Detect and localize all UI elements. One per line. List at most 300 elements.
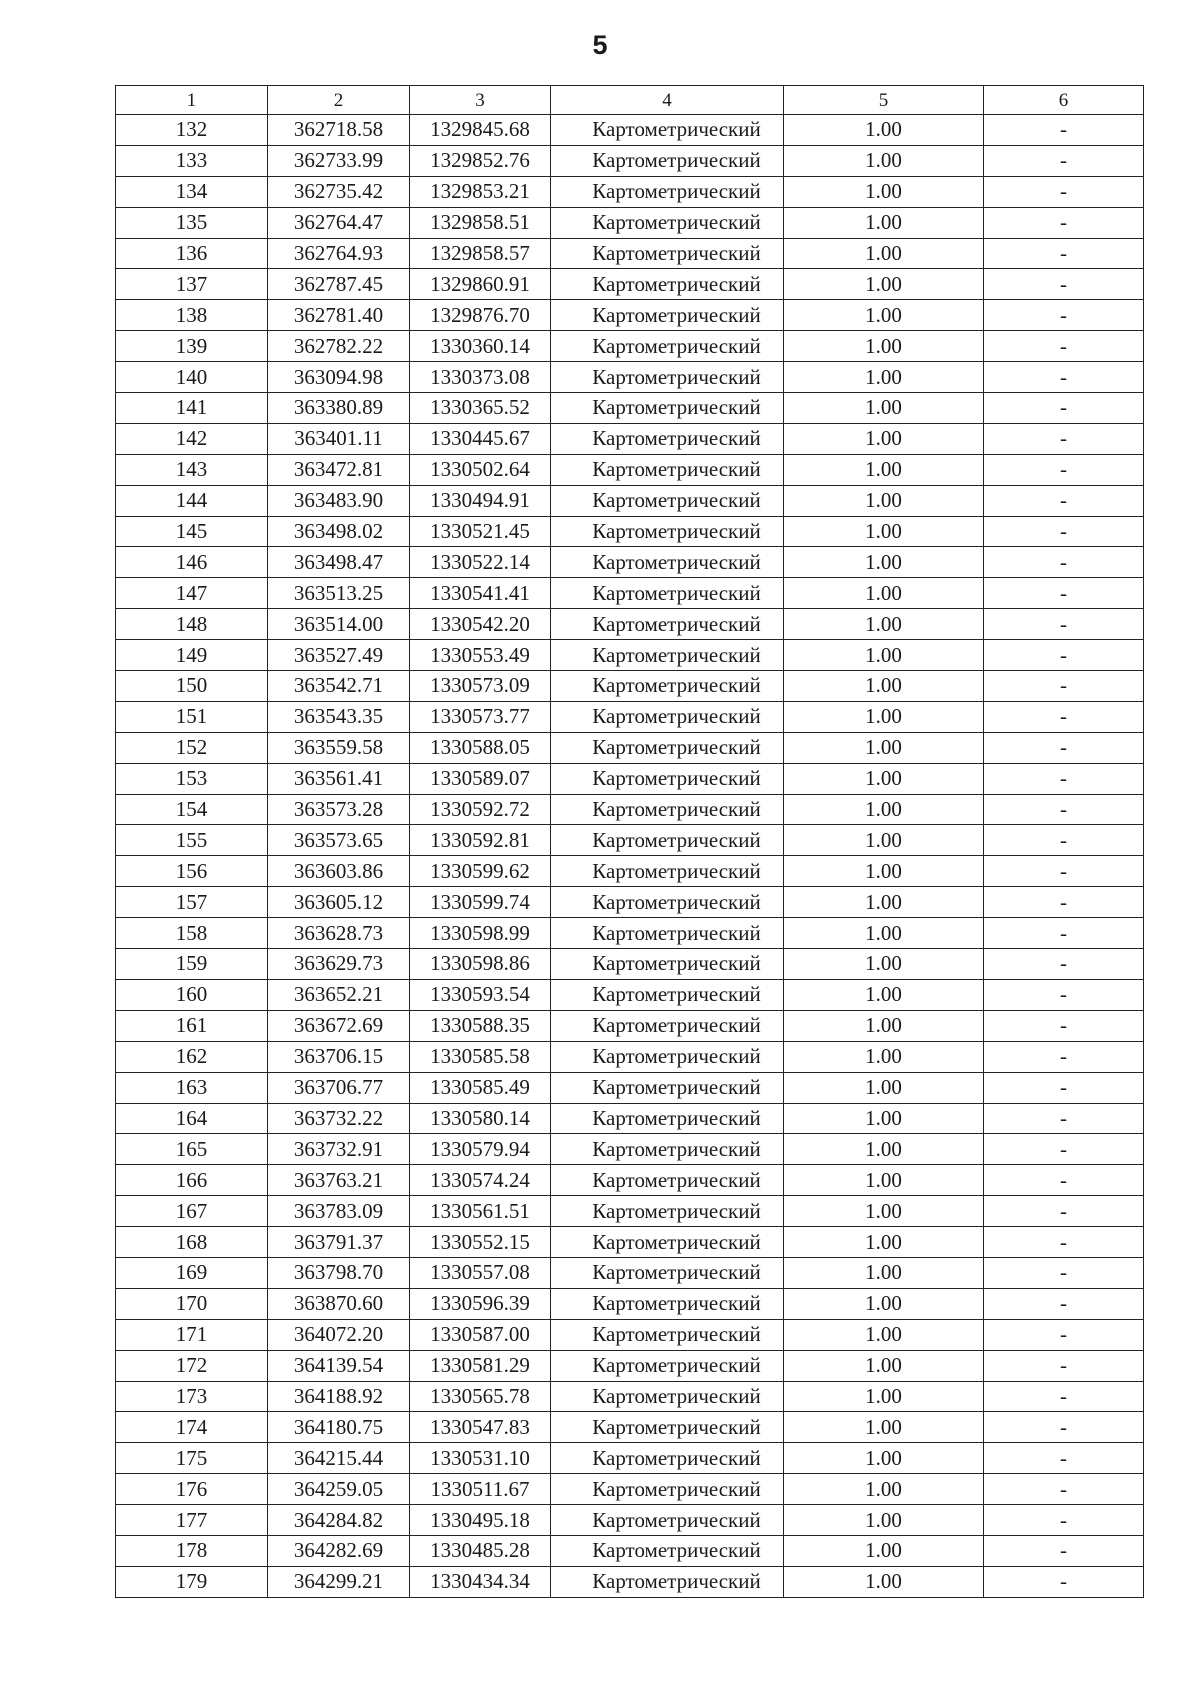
table-cell: 135 <box>116 207 268 238</box>
table-cell: 1.00 <box>784 207 984 238</box>
table-cell: 363401.11 <box>268 423 410 454</box>
table-row <box>116 1288 1144 1319</box>
table-cell: Картометрический <box>551 362 784 393</box>
table-cell: - <box>984 701 1144 732</box>
table-cell: 1.00 <box>784 115 984 146</box>
table-cell: - <box>984 207 1144 238</box>
table-cell: 1.00 <box>784 609 984 640</box>
table-cell: 363483.90 <box>268 485 410 516</box>
table-row <box>116 1257 1144 1288</box>
table-cell: 363783.09 <box>268 1196 410 1227</box>
table-cell: - <box>984 300 1144 331</box>
table-cell: 166 <box>116 1165 268 1196</box>
table-cell: Картометрический <box>551 207 784 238</box>
table-cell: - <box>984 918 1144 949</box>
table-cell: 1.00 <box>784 1319 984 1350</box>
table-cell: - <box>984 1505 1144 1536</box>
table-cell: 1.00 <box>784 732 984 763</box>
table-cell: 363672.69 <box>268 1010 410 1041</box>
table-cell: - <box>984 609 1144 640</box>
table-cell: 1.00 <box>784 1227 984 1258</box>
table-cell: 170 <box>116 1288 268 1319</box>
table-cell: Картометрический <box>551 1443 784 1474</box>
table-cell: 363498.47 <box>268 547 410 578</box>
table-cell: Картометрический <box>551 1196 784 1227</box>
table-cell: - <box>984 794 1144 825</box>
table-cell: Картометрический <box>551 949 784 980</box>
table-cell: 1.00 <box>784 176 984 207</box>
table-cell: Картометрический <box>551 1566 784 1597</box>
table-cell: Картометрический <box>551 794 784 825</box>
table-cell: 364284.82 <box>268 1505 410 1536</box>
table-cell: 1.00 <box>784 300 984 331</box>
table-cell: 1330522.14 <box>410 547 551 578</box>
table-cell: - <box>984 732 1144 763</box>
table-row <box>116 454 1144 485</box>
table-cell: 1330580.14 <box>410 1103 551 1134</box>
table-cell: 1.00 <box>784 516 984 547</box>
table-row <box>116 701 1144 732</box>
table-cell: 1330599.74 <box>410 887 551 918</box>
table-cell: 1330585.49 <box>410 1072 551 1103</box>
table-cell: 364259.05 <box>268 1474 410 1505</box>
table-cell: - <box>984 578 1144 609</box>
table-cell: - <box>984 423 1144 454</box>
table-cell: 1.00 <box>784 423 984 454</box>
table-cell: 163 <box>116 1072 268 1103</box>
table-cell: 1.00 <box>784 1505 984 1536</box>
table-row <box>116 1103 1144 1134</box>
table-cell: 362718.58 <box>268 115 410 146</box>
table-cell: 1330561.51 <box>410 1196 551 1227</box>
table-cell: 362764.93 <box>268 238 410 269</box>
table-row <box>116 238 1144 269</box>
table-row <box>116 1134 1144 1165</box>
table-cell: 363559.58 <box>268 732 410 763</box>
table-cell: 141 <box>116 393 268 424</box>
table-cell: 1330592.81 <box>410 825 551 856</box>
column-header: 5 <box>784 86 984 115</box>
table-cell: 148 <box>116 609 268 640</box>
table-cell: 363652.21 <box>268 979 410 1010</box>
table-cell: 1330589.07 <box>410 763 551 794</box>
table-cell: 1329876.70 <box>410 300 551 331</box>
table-cell: 362764.47 <box>268 207 410 238</box>
page-number: 5 <box>592 30 608 60</box>
table-row <box>116 979 1144 1010</box>
table-cell: 149 <box>116 640 268 671</box>
table-cell: Картометрический <box>551 1381 784 1412</box>
table-cell: 132 <box>116 115 268 146</box>
table-row <box>116 115 1144 146</box>
table-row <box>116 176 1144 207</box>
table-cell: Картометрический <box>551 1103 784 1134</box>
table-header-row <box>116 86 1144 115</box>
table-cell: 176 <box>116 1474 268 1505</box>
table-cell: - <box>984 887 1144 918</box>
table-cell: Картометрический <box>551 145 784 176</box>
table-cell: 1.00 <box>784 1350 984 1381</box>
table-cell: 1330573.09 <box>410 671 551 702</box>
table-cell: Картометрический <box>551 238 784 269</box>
table-cell: Картометрический <box>551 1412 784 1443</box>
table-row <box>116 732 1144 763</box>
table-cell: 363573.28 <box>268 794 410 825</box>
table-row <box>116 1041 1144 1072</box>
table-row <box>116 1412 1144 1443</box>
table-cell: 136 <box>116 238 268 269</box>
table-cell: 1.00 <box>784 763 984 794</box>
table-cell: Картометрический <box>551 1474 784 1505</box>
table-cell: 177 <box>116 1505 268 1536</box>
table-cell: Картометрический <box>551 485 784 516</box>
table-cell: - <box>984 825 1144 856</box>
table-cell: 1.00 <box>784 1257 984 1288</box>
table-cell: 1330494.91 <box>410 485 551 516</box>
table-cell: Картометрический <box>551 763 784 794</box>
table-cell: 1.00 <box>784 979 984 1010</box>
table-cell: 1.00 <box>784 949 984 980</box>
table-row <box>116 1196 1144 1227</box>
table-cell: 1329858.57 <box>410 238 551 269</box>
table-cell: 1.00 <box>784 1041 984 1072</box>
table-cell: - <box>984 856 1144 887</box>
table-cell: 363629.73 <box>268 949 410 980</box>
table-cell: 363732.22 <box>268 1103 410 1134</box>
table-cell: 364072.20 <box>268 1319 410 1350</box>
table-cell: 1330565.78 <box>410 1381 551 1412</box>
table-cell: 363763.21 <box>268 1165 410 1196</box>
table-cell: 1.00 <box>784 269 984 300</box>
table-cell: Картометрический <box>551 1010 784 1041</box>
table-cell: Картометрический <box>551 547 784 578</box>
table-cell: 364188.92 <box>268 1381 410 1412</box>
table-row <box>116 145 1144 176</box>
table-cell: - <box>984 362 1144 393</box>
table-cell: 168 <box>116 1227 268 1258</box>
table-cell: - <box>984 145 1144 176</box>
column-header: 3 <box>410 86 551 115</box>
table-cell: 158 <box>116 918 268 949</box>
table-cell: 363514.00 <box>268 609 410 640</box>
table-row <box>116 1474 1144 1505</box>
table-cell: Картометрический <box>551 1257 784 1288</box>
table-cell: Картометрический <box>551 732 784 763</box>
table-cell: - <box>984 1443 1144 1474</box>
table-cell: - <box>984 763 1144 794</box>
table-cell: 363094.98 <box>268 362 410 393</box>
table-cell: 1.00 <box>784 454 984 485</box>
table-cell: 1.00 <box>784 547 984 578</box>
table-cell: Картометрический <box>551 887 784 918</box>
table-cell: 1330599.62 <box>410 856 551 887</box>
table-cell: 1.00 <box>784 794 984 825</box>
table-row <box>116 1350 1144 1381</box>
table-cell: 1330485.28 <box>410 1535 551 1566</box>
table-cell: - <box>984 485 1144 516</box>
table-cell: 162 <box>116 1041 268 1072</box>
table-cell: - <box>984 1474 1144 1505</box>
table-cell: - <box>984 1041 1144 1072</box>
table-cell: 1330434.34 <box>410 1566 551 1597</box>
table-cell: 1330598.99 <box>410 918 551 949</box>
table-cell: Картометрический <box>551 640 784 671</box>
table-cell: 164 <box>116 1103 268 1134</box>
table-cell: - <box>984 1288 1144 1319</box>
table-cell: Картометрический <box>551 1072 784 1103</box>
table-cell: 147 <box>116 578 268 609</box>
table-cell: 1330585.58 <box>410 1041 551 1072</box>
table-cell: - <box>984 640 1144 671</box>
table-cell: 165 <box>116 1134 268 1165</box>
table-cell: 363542.71 <box>268 671 410 702</box>
coordinates-table <box>115 85 1144 1598</box>
table-cell: Картометрический <box>551 1288 784 1319</box>
table-row <box>116 671 1144 702</box>
table-cell: 172 <box>116 1350 268 1381</box>
table-cell: 362735.42 <box>268 176 410 207</box>
table-row <box>116 887 1144 918</box>
table-cell: 175 <box>116 1443 268 1474</box>
table-cell: 363628.73 <box>268 918 410 949</box>
table-cell: - <box>984 1165 1144 1196</box>
table-cell: 146 <box>116 547 268 578</box>
table-cell: 1.00 <box>784 1381 984 1412</box>
table-cell: 161 <box>116 1010 268 1041</box>
table-cell: Картометрический <box>551 671 784 702</box>
table-row <box>116 794 1144 825</box>
table-row <box>116 1566 1144 1597</box>
table-cell: Картометрический <box>551 176 784 207</box>
column-header: 6 <box>984 86 1144 115</box>
table-cell: 153 <box>116 763 268 794</box>
table-cell: Картометрический <box>551 979 784 1010</box>
table-cell: - <box>984 238 1144 269</box>
table-cell: 155 <box>116 825 268 856</box>
table-cell: 138 <box>116 300 268 331</box>
table-cell: 1330579.94 <box>410 1134 551 1165</box>
table-cell: 363732.91 <box>268 1134 410 1165</box>
table-cell: Картометрический <box>551 115 784 146</box>
table-cell: 173 <box>116 1381 268 1412</box>
table-cell: 144 <box>116 485 268 516</box>
table-cell: 151 <box>116 701 268 732</box>
table-cell: - <box>984 1535 1144 1566</box>
table-row <box>116 207 1144 238</box>
table-cell: Картометрический <box>551 1165 784 1196</box>
table-cell: Картометрический <box>551 393 784 424</box>
table-row <box>116 485 1144 516</box>
table-cell: 363870.60 <box>268 1288 410 1319</box>
table-cell: - <box>984 671 1144 702</box>
table-cell: Картометрический <box>551 1350 784 1381</box>
table-cell: 1330574.24 <box>410 1165 551 1196</box>
table-row <box>116 331 1144 362</box>
table-cell: - <box>984 979 1144 1010</box>
table-cell: 179 <box>116 1566 268 1597</box>
table-cell: - <box>984 393 1144 424</box>
table-cell: 364299.21 <box>268 1566 410 1597</box>
table-cell: 364215.44 <box>268 1443 410 1474</box>
table-cell: 1330596.39 <box>410 1288 551 1319</box>
table-row <box>116 1505 1144 1536</box>
table-row <box>116 949 1144 980</box>
table-cell: - <box>984 1566 1144 1597</box>
table-cell: 1330502.64 <box>410 454 551 485</box>
table-cell: 1.00 <box>784 1474 984 1505</box>
table-cell: 143 <box>116 454 268 485</box>
table-cell: 364282.69 <box>268 1535 410 1566</box>
table-cell: 363706.77 <box>268 1072 410 1103</box>
table-cell: 363798.70 <box>268 1257 410 1288</box>
table-cell: Картометрический <box>551 1319 784 1350</box>
table-cell: 1330365.52 <box>410 393 551 424</box>
table-cell: Картометрический <box>551 609 784 640</box>
table-row <box>116 763 1144 794</box>
table-cell: 1330598.86 <box>410 949 551 980</box>
table-cell: Картометрический <box>551 825 784 856</box>
table-row <box>116 393 1144 424</box>
table-cell: - <box>984 516 1144 547</box>
table-cell: - <box>984 1010 1144 1041</box>
table-cell: 1.00 <box>784 362 984 393</box>
table-cell: 1330593.54 <box>410 979 551 1010</box>
table-row <box>116 547 1144 578</box>
column-header: 4 <box>551 86 784 115</box>
table-cell: 167 <box>116 1196 268 1227</box>
table-cell: Картометрический <box>551 1041 784 1072</box>
table-cell: 1330360.14 <box>410 331 551 362</box>
table-cell: 1.00 <box>784 1535 984 1566</box>
table-cell: Картометрический <box>551 269 784 300</box>
table-cell: 1.00 <box>784 1288 984 1319</box>
table-body <box>116 86 1144 1598</box>
table-cell: Картометрический <box>551 1227 784 1258</box>
table-cell: Картометрический <box>551 1134 784 1165</box>
table-cell: 1330542.20 <box>410 609 551 640</box>
table-cell: 1329853.21 <box>410 176 551 207</box>
table-cell: - <box>984 115 1144 146</box>
table-row <box>116 1381 1144 1412</box>
table-cell: 1.00 <box>784 1196 984 1227</box>
table-cell: 363573.65 <box>268 825 410 856</box>
table-cell: - <box>984 1257 1144 1288</box>
table-cell: 1330581.29 <box>410 1350 551 1381</box>
table-cell: 1330592.72 <box>410 794 551 825</box>
table-row <box>116 1535 1144 1566</box>
table-cell: 1.00 <box>784 1103 984 1134</box>
table-cell: 363472.81 <box>268 454 410 485</box>
table-cell: 1330495.18 <box>410 1505 551 1536</box>
table-cell: 363603.86 <box>268 856 410 887</box>
table-row <box>116 1072 1144 1103</box>
table-cell: 362787.45 <box>268 269 410 300</box>
table-cell: 1330511.67 <box>410 1474 551 1505</box>
table-cell: 1330531.10 <box>410 1443 551 1474</box>
table-cell: - <box>984 454 1144 485</box>
table-cell: 1330373.08 <box>410 362 551 393</box>
table-row <box>116 1443 1144 1474</box>
table-cell: 1330547.83 <box>410 1412 551 1443</box>
table-row <box>116 300 1144 331</box>
table-cell: 1329860.91 <box>410 269 551 300</box>
table-row <box>116 578 1144 609</box>
table-cell: 1.00 <box>784 1010 984 1041</box>
table-cell: 1329845.68 <box>410 115 551 146</box>
table-cell: 1.00 <box>784 331 984 362</box>
table-cell: 1.00 <box>784 145 984 176</box>
table-cell: - <box>984 269 1144 300</box>
table-cell: 362782.22 <box>268 331 410 362</box>
table-cell: Картометрический <box>551 701 784 732</box>
table-cell: - <box>984 1134 1144 1165</box>
table-cell: 171 <box>116 1319 268 1350</box>
table-cell: - <box>984 1196 1144 1227</box>
table-cell: - <box>984 1319 1144 1350</box>
table-cell: 363543.35 <box>268 701 410 732</box>
table-cell: Картометрический <box>551 856 784 887</box>
table-cell: - <box>984 1227 1144 1258</box>
table-cell: 1330521.45 <box>410 516 551 547</box>
table-row <box>116 1165 1144 1196</box>
table-row <box>116 918 1144 949</box>
table-cell: - <box>984 1072 1144 1103</box>
table-cell: 145 <box>116 516 268 547</box>
table-cell: - <box>984 331 1144 362</box>
table-cell: 363706.15 <box>268 1041 410 1072</box>
table-cell: 1330588.05 <box>410 732 551 763</box>
table-row <box>116 825 1144 856</box>
table-cell: Картометрический <box>551 918 784 949</box>
table-row <box>116 423 1144 454</box>
table-cell: Картометрический <box>551 454 784 485</box>
table-row <box>116 856 1144 887</box>
table-cell: - <box>984 547 1144 578</box>
table-cell: 1330552.15 <box>410 1227 551 1258</box>
table-cell: 1.00 <box>784 825 984 856</box>
table-cell: 1.00 <box>784 1072 984 1103</box>
table-cell: 157 <box>116 887 268 918</box>
table-row <box>116 609 1144 640</box>
table-cell: 178 <box>116 1535 268 1566</box>
column-header: 1 <box>116 86 268 115</box>
table-cell: 1.00 <box>784 918 984 949</box>
table-cell: 363605.12 <box>268 887 410 918</box>
table-cell: 137 <box>116 269 268 300</box>
table-cell: - <box>984 1103 1144 1134</box>
table-cell: 1.00 <box>784 1566 984 1597</box>
table-cell: 1329852.76 <box>410 145 551 176</box>
table-cell: 1330553.49 <box>410 640 551 671</box>
table-row <box>116 362 1144 393</box>
table-cell: 1.00 <box>784 1134 984 1165</box>
table-cell: - <box>984 1381 1144 1412</box>
table-cell: Картометрический <box>551 516 784 547</box>
table-row <box>116 1227 1144 1258</box>
table-cell: 1.00 <box>784 1443 984 1474</box>
table-cell: 1.00 <box>784 1412 984 1443</box>
table-row <box>116 516 1144 547</box>
table-cell: 139 <box>116 331 268 362</box>
table-cell: 1330587.00 <box>410 1319 551 1350</box>
table-cell: 1330588.35 <box>410 1010 551 1041</box>
table-cell: 174 <box>116 1412 268 1443</box>
table-cell: 156 <box>116 856 268 887</box>
table-cell: - <box>984 176 1144 207</box>
table-cell: 363527.49 <box>268 640 410 671</box>
table-cell: Картометрический <box>551 331 784 362</box>
table-cell: 140 <box>116 362 268 393</box>
